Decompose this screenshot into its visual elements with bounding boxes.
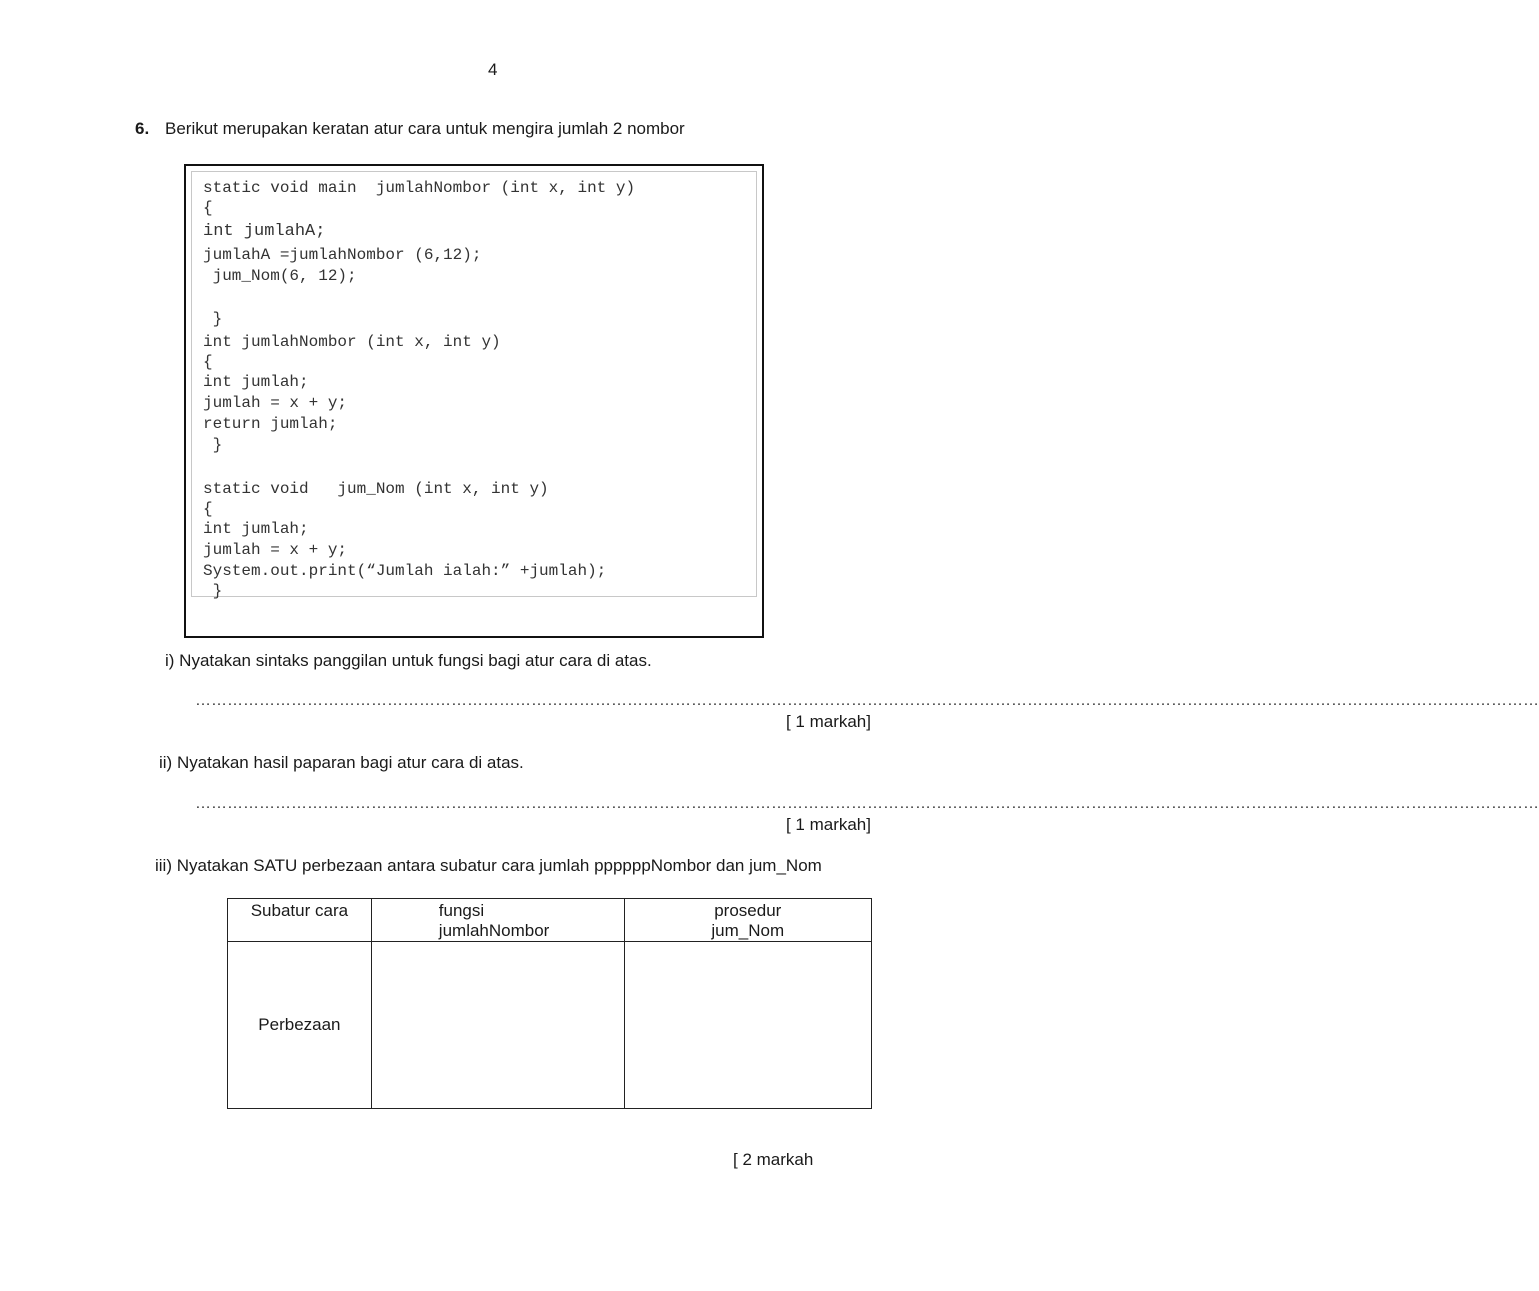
- header-fungsi-line1: fungsi: [438, 901, 485, 920]
- code-line: {: [203, 199, 213, 217]
- marks-i: [ 1 markah]: [785, 712, 871, 731]
- code-line: jumlahA =jumlahNombor (6,12);: [203, 246, 482, 264]
- header-prosedur-line2: jum_Nom: [711, 921, 785, 940]
- code-line: }: [203, 582, 223, 600]
- code-line: int jumlahNombor (int x, int y): [203, 333, 501, 351]
- answer-cell-fungsi[interactable]: [371, 942, 624, 1109]
- code-line: jum_Nom(6, 12);: [203, 267, 357, 285]
- code-line: int jumlah;: [203, 520, 309, 538]
- header-prosedur: [624, 899, 871, 942]
- page-number: 4: [488, 60, 498, 79]
- question-text: Berikut merupakan keratan atur cara untuk mengira jumlah 2 nombor: [165, 119, 685, 138]
- sub-question-iii: iii) Nyatakan SATU perbezaan antara subatur cara jumlah ppppppNombor dan jum_Nom: [155, 856, 822, 875]
- code-line: }: [203, 310, 223, 328]
- header-fungsi-line2: jumlahNombor: [438, 921, 550, 940]
- code-line: jumlah = x + y;: [203, 394, 348, 412]
- code-line: static void main jumlahNombor (int x, int y): [203, 179, 636, 197]
- sub-question-ii: ii) Nyatakan hasil paparan bagi atur cara di atas.: [159, 753, 524, 772]
- code-box: [184, 164, 764, 638]
- question-number: 6.: [135, 119, 150, 138]
- sub-question-i: i) Nyatakan sintaks panggilan untuk fungsi bagi atur cara di atas.: [165, 651, 652, 670]
- code-line: System.out.print(“Jumlah ialah:” +jumlah);: [203, 562, 607, 580]
- comparison-table: [227, 898, 872, 1109]
- marks-ii: [ 1 markah]: [785, 815, 871, 834]
- answer-line-ii[interactable]: ………………………………………………………………………………………………………………………………………………………………………………………………………………………………: [195, 795, 1539, 812]
- header-subatur-cara: Subatur cara: [228, 899, 372, 942]
- code-line: static void jum_Nom (int x, int y): [203, 480, 549, 498]
- header-prosedur-line1: prosedur: [714, 901, 782, 920]
- code-line: int jumlahA;: [203, 222, 326, 241]
- code-box-inner: [191, 171, 757, 600]
- code-line: return jumlah;: [203, 415, 338, 433]
- code-line: }: [203, 436, 223, 454]
- row-label-perbezaan: Perbezaan: [228, 942, 372, 1109]
- code-line: {: [203, 500, 213, 518]
- marks-iii: [ 2 markah: [733, 1150, 814, 1169]
- answer-line-i[interactable]: ………………………………………………………………………………………………………………………………………………………………………………………………………………………………: [195, 692, 1539, 709]
- code-line: {: [203, 353, 213, 371]
- answer-cell-prosedur[interactable]: [624, 942, 871, 1109]
- code-line: jumlah = x + y;: [203, 541, 348, 559]
- code-line: int jumlah;: [203, 373, 309, 391]
- header-fungsi: [371, 899, 624, 942]
